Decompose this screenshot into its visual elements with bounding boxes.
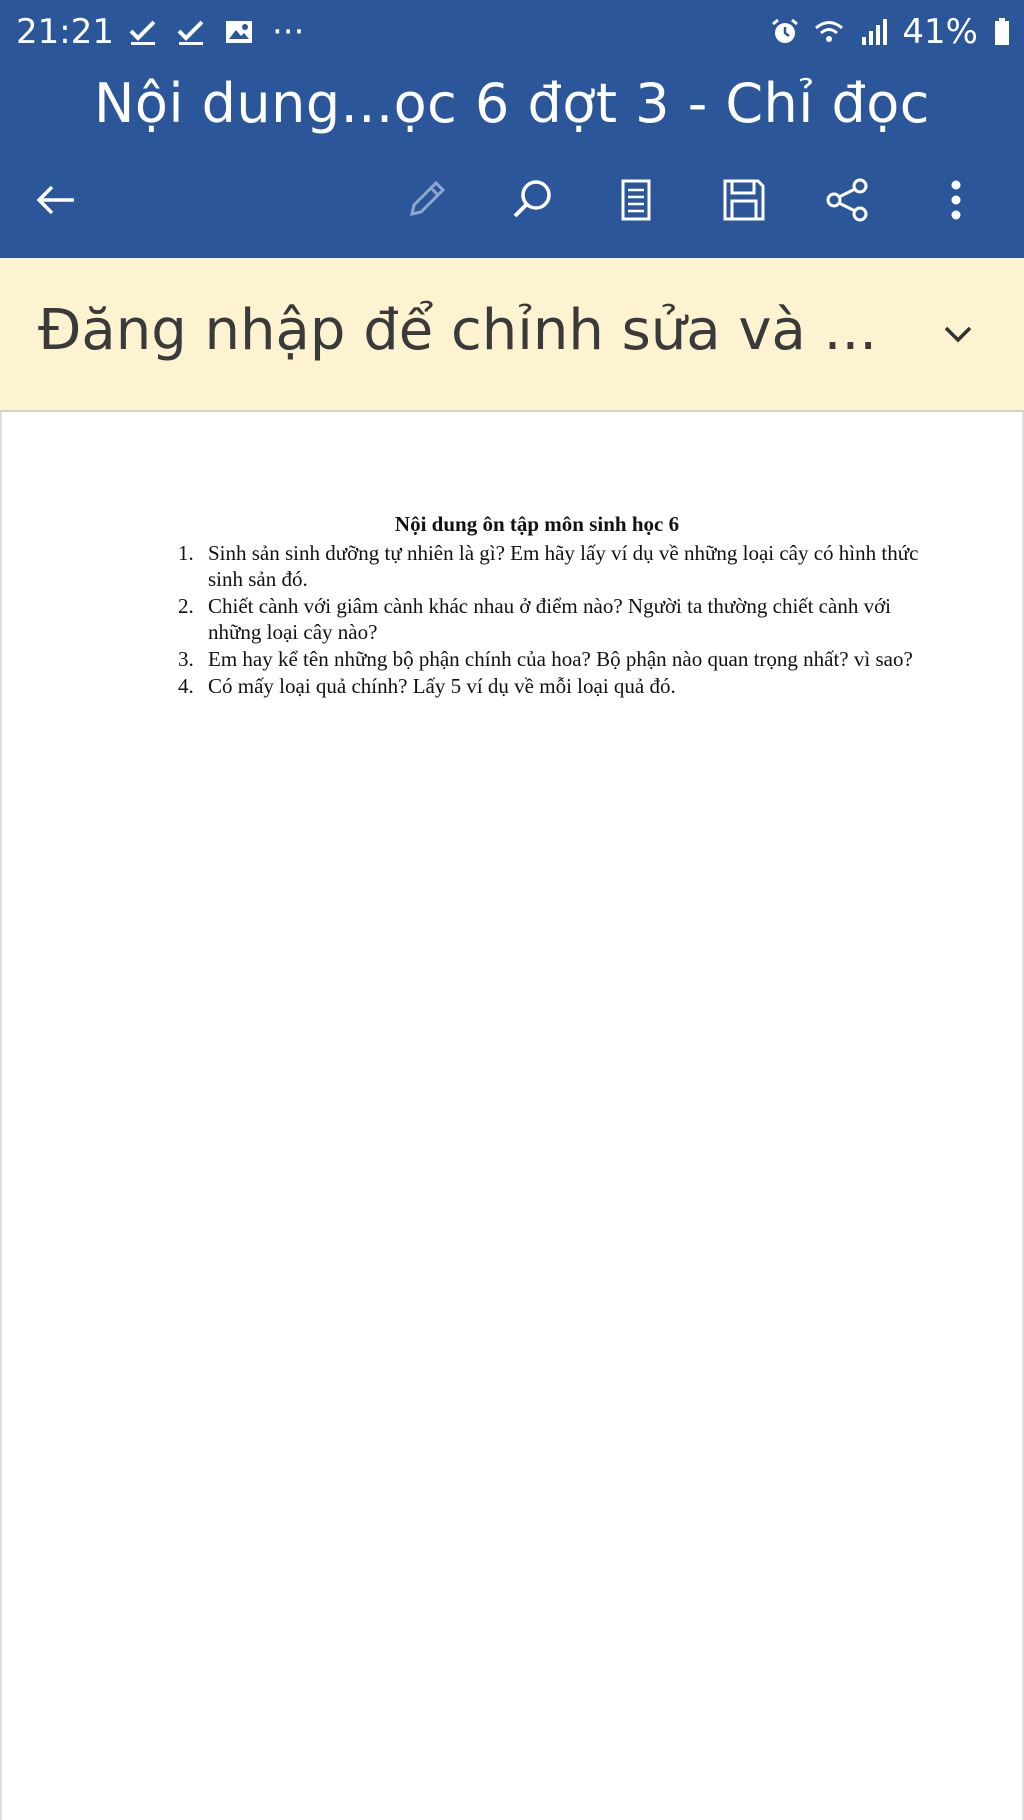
- share-icon: [822, 174, 874, 226]
- status-bar: [0, 0, 1024, 64]
- sign-in-banner-text: Đăng nhập để chỉnh sửa và ...: [38, 298, 878, 363]
- task-done-icon: [128, 17, 158, 47]
- list-item: [178, 540, 938, 592]
- list-item: [178, 673, 938, 699]
- back-button[interactable]: [24, 165, 88, 235]
- list-item-text: Em hay kể tên những bộ phận chính của hoa? Bộ phận nào quan trọng nhất? vì sao?: [208, 647, 913, 671]
- save-button[interactable]: [712, 165, 776, 235]
- document-title: Nội dung...ọc 6 đợt 3 - Chỉ đọc: [94, 72, 930, 135]
- document-heading: Nội dung ôn tập môn sinh học 6: [394, 512, 680, 536]
- search-button[interactable]: [500, 165, 564, 235]
- more-notifications-indicator: ···: [272, 12, 305, 52]
- list-item-number: 1.: [178, 541, 194, 565]
- wifi-icon: [814, 17, 844, 47]
- list-item-text: Chiết cành với giâm cành khác nhau ở điểm nào? Người ta thường chiết cành với những loại cây nào?: [208, 594, 892, 644]
- chevron-down-icon[interactable]: [936, 312, 980, 356]
- signal-icon: [858, 17, 888, 47]
- toolbar: [0, 165, 1024, 235]
- list-item-number: 2.: [178, 594, 194, 618]
- sign-in-banner[interactable]: [0, 258, 1024, 412]
- list-item-number: 4.: [178, 674, 194, 698]
- pencil-icon: [400, 174, 452, 226]
- list-item: [178, 646, 938, 672]
- notification-icons: [128, 12, 304, 52]
- status-right: [770, 12, 1012, 52]
- back-arrow-icon: [30, 174, 82, 226]
- task-done-icon: [176, 17, 206, 47]
- search-icon: [506, 174, 558, 226]
- more-options-button[interactable]: [924, 165, 988, 235]
- reading-view-button[interactable]: [604, 165, 668, 235]
- list-item: [178, 593, 938, 645]
- app-header: [0, 0, 1024, 258]
- alarm-icon: [770, 17, 800, 47]
- reading-view-icon: [610, 174, 662, 226]
- share-button[interactable]: [816, 165, 880, 235]
- status-time: 21:21: [16, 12, 114, 52]
- battery-percent: 41%: [902, 12, 978, 52]
- more-options-icon: [930, 174, 982, 226]
- list-item-text: Sinh sản sinh dưỡng tự nhiên là gì? Em hãy lấy ví dụ về những loại cây có hình thức sinh sản đó.: [208, 541, 919, 591]
- list-item-number: 3.: [178, 647, 194, 671]
- save-icon: [718, 174, 770, 226]
- document-page[interactable]: [0, 412, 1024, 1820]
- battery-icon: [992, 17, 1012, 47]
- list-item-text: Có mấy loại quả chính? Lấy 5 ví dụ về mỗi loại quả đó.: [208, 674, 676, 698]
- question-list: [178, 540, 938, 700]
- image-icon: [224, 17, 254, 47]
- edit-button[interactable]: [394, 165, 458, 235]
